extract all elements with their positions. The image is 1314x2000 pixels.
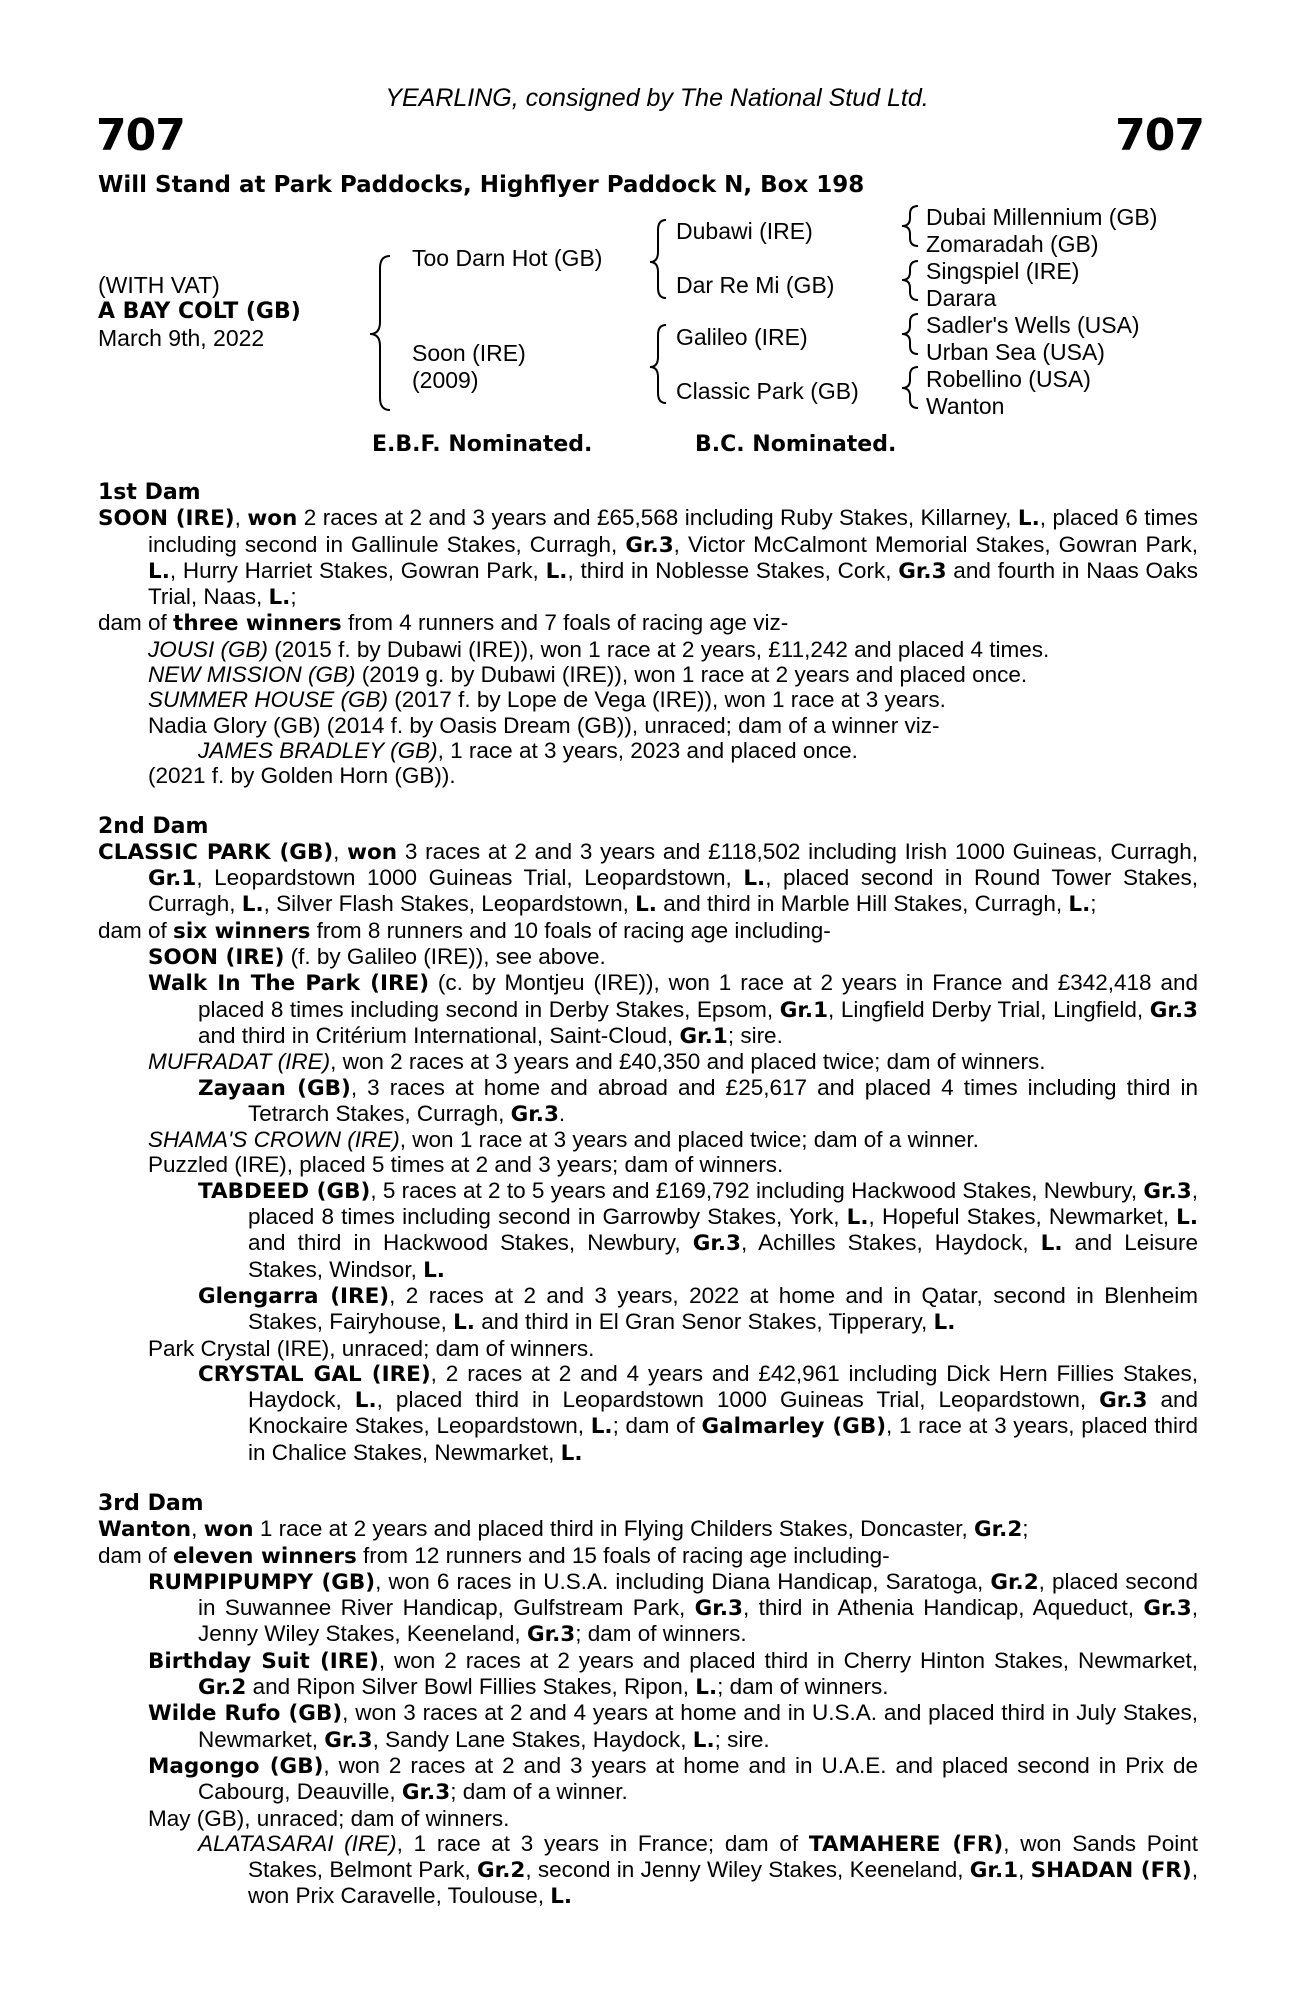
- lot-number-left: 707: [96, 110, 185, 161]
- ebf-nomination: E.B.F. Nominated.: [372, 432, 593, 457]
- dam3-name: Wanton: [98, 1517, 192, 1543]
- dam1-heading: 1st Dam: [98, 480, 201, 505]
- dam1-name: SOON (IRE): [98, 506, 235, 532]
- pedigree-g4: Darara: [926, 285, 997, 311]
- consignment-line: YEARLING, consigned by The National Stud Ltd.: [385, 84, 929, 112]
- pedigree-g3: Singspiel (IRE): [926, 258, 1080, 284]
- stand-location: Will Stand at Park Paddocks, Highflyer Paddock N, Box 198: [98, 172, 865, 198]
- pedigree-g1: Dubai Millennium (GB): [926, 204, 1158, 230]
- dam3-heading: 3rd Dam: [98, 1490, 204, 1516]
- pedigree-dam-sire: Galileo (IRE): [676, 324, 808, 350]
- dam2-name: CLASSIC PARK (GB): [98, 839, 334, 865]
- produce-glengarra: Glengarra (IRE), 2 races at 2 and 3 years, 2022 at home and in Qatar, second in Blenheim Stakes, Fairyhouse, L. and third in El Gran Senor Stakes, Tipperary, L.: [198, 1282, 1198, 1336]
- produce-crystal-gal: CRYSTAL GAL (IRE), 2 races at 2 and 4 years and £42,961 including Dick Hern Fillies Stakes, Haydock, L., placed third in Leopardstown 1000 Guineas Trial, Leopardstown, Gr.3 and Knockaire Stakes, Leopardstown, L.; dam of Galmarley (GB), 1 race at 3 years, placed third in Chalice Stakes, Newmarket, L.: [198, 1360, 1198, 1466]
- pedigree-g2: Zomaradah (GB): [926, 231, 1099, 257]
- produce-zayaan: Zayaan (GB), 3 races at home and abroad and £25,617 and placed 4 times including third in Tetrarch Stakes, Curragh, Gr.3.: [198, 1074, 1198, 1127]
- pedigree-g6: Urban Sea (USA): [926, 339, 1105, 365]
- dam1-summary: dam of three winners from 4 runners and 7 foals of racing age viz-: [98, 610, 789, 637]
- pedigree-dam-year: (2009): [412, 367, 479, 393]
- dam2-record: CLASSIC PARK (GB), won 3 races at 2 and 3 years and £118,502 including Irish 1000 Guineas, Curragh, Gr.1, Leopardstown 1000 Guineas Trial, Leopardstown, L., placed second in Round Tower Stakes, Curragh, L., Silver Flash Stakes, Leopardstown, L. and third in Marble Hill Stakes, Curragh, L.;: [98, 838, 1198, 918]
- produce-may: May (GB), unraced; dam of winners.: [148, 1805, 510, 1831]
- produce-wilde-rufo: Wilde Rufo (GB), won 3 races at 2 and 4 years at home and in U.S.A. and placed third in July Stakes, Newmarket, Gr.3, Sandy Lane Stakes, Haydock, L.; sire.: [148, 1700, 1198, 1753]
- foal-new-mission: NEW MISSION (GB) (2019 g. by Dubawi (IRE)), won 1 race at 2 years and placed once.: [148, 662, 1028, 688]
- produce-shamas-crown: SHAMA'S CROWN (IRE), won 1 race at 3 years and placed twice; dam of a winner.: [148, 1127, 979, 1153]
- produce-rumpipumpy: RUMPIPUMPY (GB), won 6 races in U.S.A. including Diana Handicap, Saratoga, Gr.2, placed second in Suwannee River Handicap, Gulfstream Park, Gr.3, third in Athenia Handicap, Aqueduct, Gr.3, Jenny Wiley Stakes, Keeneland, Gr.3; dam of winners.: [148, 1568, 1198, 1648]
- dam3-record: Wanton, won 1 race at 2 years and placed third in Flying Childers Stakes, Doncaster, Gr.2;: [98, 1516, 1029, 1543]
- pedigree-g5: Sadler's Wells (USA): [926, 312, 1140, 338]
- lot-number-right: 707: [1115, 110, 1204, 161]
- dam2-heading: 2nd Dam: [98, 813, 209, 839]
- produce-mufradat: MUFRADAT (IRE), won 2 races at 3 years and £40,350 and placed twice; dam of winners.: [148, 1049, 1046, 1075]
- produce-soon: SOON (IRE) (f. by Galileo (IRE)), see above.: [148, 944, 606, 971]
- pedigree-g8: Wanton: [926, 393, 1005, 419]
- produce-tabdeed: TABDEED (GB), 5 races at 2 to 5 years and £169,792 including Hackwood Stakes, Newbury, Gr.3, placed 8 times including second in Garrowby Stakes, York, L., Hopeful Stakes, Newmarket, L. and third in Hackwood Stakes, Newbury, Gr.3, Achilles Stakes, Haydock, L. and Leisure Stakes, Windsor, L.: [198, 1177, 1199, 1283]
- horse-name: A BAY COLT (GB): [98, 299, 301, 324]
- dam2-summary: dam of six winners from 8 runners and 10 foals of racing age including-: [98, 917, 831, 944]
- foal-nadia-glory: Nadia Glory (GB) (2014 f. by Oasis Dream (GB)), unraced; dam of a winner viz-: [148, 712, 940, 738]
- pedigree-dam: Soon (IRE): [412, 340, 526, 366]
- foal-james-bradley: JAMES BRADLEY (GB), 1 race at 3 years, 2023 and placed once.: [198, 737, 858, 763]
- produce-record: [98, 480, 1198, 1910]
- foal-2021: (2021 f. by Golden Horn (GB)).: [148, 763, 456, 789]
- vat-note: (WITH VAT): [98, 272, 220, 298]
- pedigree-sire-dam: Dar Re Mi (GB): [676, 272, 835, 298]
- bc-nomination: B.C. Nominated.: [695, 432, 897, 457]
- dam1-record: SOON (IRE), won 2 races at 2 and 3 years and £65,568 including Ruby Stakes, Killarney, L., placed 6 times including second in Gallinule Stakes, Curragh, Gr.3, Victor McCalmont Memorial Stakes, Gowran Park, L., Hurry Harriet Stakes, Gowran Park, L., third in Noblesse Stakes, Cork, Gr.3 and fourth in Naas Oaks Trial, Naas, L.;: [98, 505, 1199, 611]
- produce-park-crystal: Park Crystal (IRE), unraced; dam of winners.: [148, 1335, 595, 1361]
- produce-birthday-suit: Birthday Suit (IRE), won 2 races at 2 years and placed third in Cherry Hinton Stakes, Newmarket, Gr.2 and Ripon Silver Bowl Fillies Stakes, Ripon, L.; dam of winners.: [148, 1647, 1198, 1701]
- pedigree-dam-dam: Classic Park (GB): [676, 378, 859, 404]
- dam3-summary: dam of eleven winners from 12 runners and 15 foals of racing age including-: [98, 1542, 890, 1569]
- produce-walk-in-the-park: Walk In The Park (IRE) (c. by Montjeu (IRE)), won 1 race at 2 years in France and £342,418 and placed 8 times including second in Derby Stakes, Epsom, Gr.1, Lingfield Derby Trial, Lingfield, Gr.3 and third in Critérium International, Saint-Cloud, Gr.1; sire.: [148, 970, 1198, 1049]
- produce-puzzled: Puzzled (IRE), placed 5 times at 2 and 3 years; dam of winners.: [148, 1152, 784, 1178]
- foaling-date: March 9th, 2022: [98, 325, 265, 351]
- pedigree-sire-sire: Dubawi (IRE): [676, 218, 813, 244]
- foal-jousi: JOUSI (GB) (2015 f. by Dubawi (IRE)), won 1 race at 2 years, £11,242 and placed 4 times.: [148, 636, 1050, 662]
- produce-magongo: Magongo (GB), won 2 races at 2 and 3 years at home and in U.A.E. and placed second in Prix de Cabourg, Deauville, Gr.3; dam of a winner.: [148, 1752, 1198, 1806]
- pedigree-sire: Too Darn Hot (GB): [412, 245, 603, 271]
- produce-alatasarai: ALATASARAI (IRE), 1 race at 3 years in France; dam of TAMAHERE (FR), won Sands Point Stakes, Belmont Park, Gr.2, second in Jenny Wiley Stakes, Keeneland, Gr.1, SHADAN (FR), won Prix Caravelle, Toulouse, L.: [198, 1830, 1198, 1910]
- pedigree-g7: Robellino (USA): [926, 366, 1091, 392]
- foal-summer-house: SUMMER HOUSE (GB) (2017 f. by Lope de Vega (IRE)), won 1 race at 3 years.: [148, 687, 946, 713]
